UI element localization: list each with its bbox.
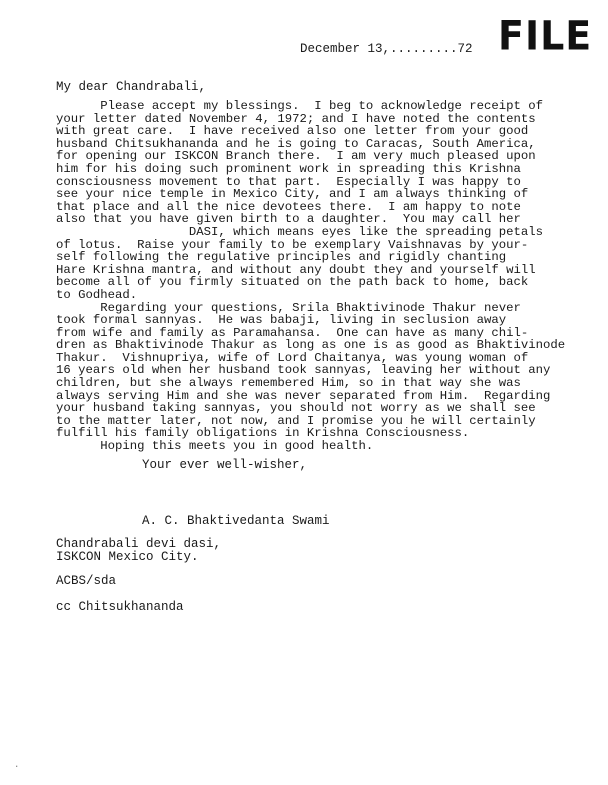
- body-line: also that you have given birth to a daughter. You may call her: [56, 212, 521, 227]
- body-line: your husband taking sannyas, you should not worry as we shall see: [56, 401, 536, 416]
- file-stamp: FILE: [498, 12, 593, 60]
- body-line: dren as Bhaktivinode Thakur as long as one is as good as Bhaktivinode: [56, 338, 566, 353]
- body-line: consciousness movement to that part. Especially I was happy to: [56, 174, 521, 189]
- body-line: Thakur. Vishnupriya, wife of Lord Chaitanya, was young woman of: [56, 350, 529, 365]
- body-line: fulfill his family obligations in Krishna Consciousness.: [56, 426, 470, 441]
- reference-initials: ACBS/sda: [56, 574, 117, 588]
- body-line: from wife and family as Paramahansa. One can have as many chil-: [56, 325, 529, 340]
- carbon-copy: cc Chitsukhananda: [56, 600, 184, 614]
- body-line: to Godhead.: [56, 287, 138, 302]
- body-line: children, but she always remembered Him, so in that way she was: [56, 376, 521, 391]
- signature: A. C. Bhaktivedanta Swami: [142, 514, 330, 528]
- salutation: My dear Chandrabali,: [56, 80, 207, 94]
- body-line: for opening our ISKCON Branch there. I am very much pleased upon: [56, 149, 536, 164]
- body-line: that place and all the nice devotees there. I am happy to note: [56, 199, 521, 214]
- margin-mark-icon: ·: [14, 762, 20, 772]
- closing: Your ever well-wisher,: [142, 458, 308, 472]
- body-line: of lotus. Raise your family to be exemplary Vaishnavas by your-: [56, 237, 529, 252]
- body-line: DASI, which means eyes like the spreading petals: [56, 224, 544, 239]
- recipient-block: [56, 538, 221, 564]
- body-line: to the matter later, not now, and I promise you he will certainly: [56, 413, 536, 428]
- letter-body: [56, 100, 596, 453]
- body-line: see your nice temple in Mexico City, and I am always thinking of: [56, 187, 529, 202]
- body-line: always serving Him and she was never separated from Him. Regarding: [56, 388, 551, 403]
- body-line: your letter dated November 4, 1972; and I have noted the contents: [56, 111, 536, 126]
- body-line: 16 years old when her husband took sannyas, leaving her without any: [56, 363, 551, 378]
- recipient-location: ISKCON Mexico City.: [56, 550, 199, 564]
- body-line: become all of you firmly situated on the path back to home, back: [56, 275, 529, 290]
- body-line: Hoping this meets you in good health.: [56, 439, 374, 454]
- letter-date: December 13,.........72: [300, 42, 473, 56]
- body-line: Regarding your questions, Srila Bhaktivinode Thakur never: [56, 300, 521, 315]
- recipient-name: Chandrabali devi dasi,: [56, 537, 222, 551]
- body-line: Hare Krishna mantra, and without any doubt they and yourself will: [56, 262, 536, 277]
- body-line: self following the regulative principles and rigidly chanting: [56, 250, 507, 265]
- body-line: took formal sannyas. He was babaji, living in seclusion away: [56, 313, 507, 328]
- body-line: with great care. I have received also one letter from your good: [56, 124, 529, 139]
- body-line: Please accept my blessings. I beg to acknowledge receipt of: [56, 99, 544, 113]
- body-line: husband Chitsukhananda and he is going to Caracas, South America,: [56, 136, 536, 151]
- body-line: him for his doing such prominent work in spreading this Krishna: [56, 161, 521, 176]
